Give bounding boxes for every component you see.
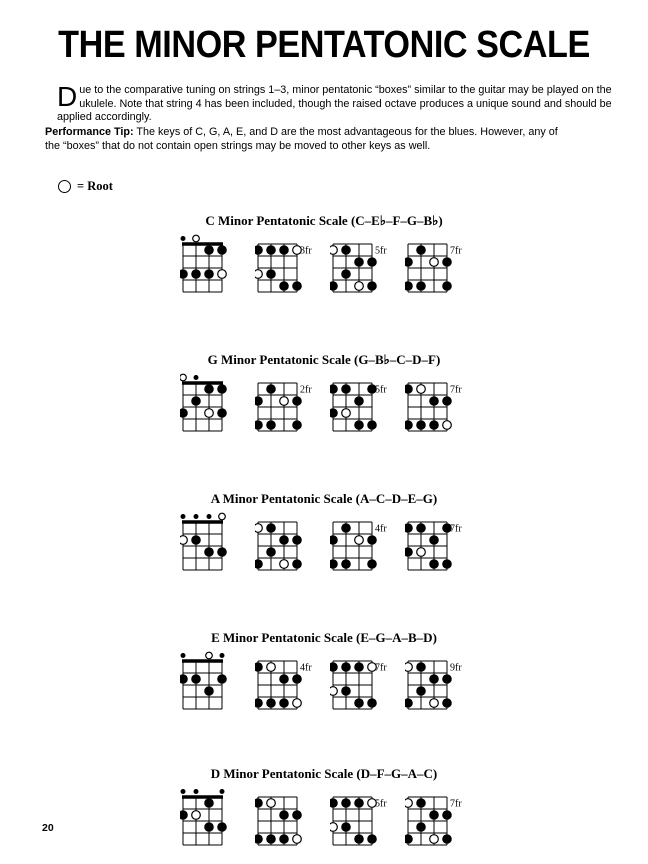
fretboard-diagram [405,372,468,434]
intro-text: ue to the comparative tuning on strings 1–3, minor pentatonic “boxes” similar to the guitar may be played on the ukulele. Note that string 4 has been included, though the raised octave produces a unique sound and should be applied accordingly. [57,84,612,123]
fret-position-label: 7fr [450,798,462,810]
fretboard-diagram [330,233,393,295]
fretboard-diagram [255,233,318,295]
fretboard-diagram [405,786,468,848]
fretboard-diagram [330,786,393,848]
fret-position-label: 5fr [375,384,387,396]
diagram-row [180,233,468,295]
scale-section-title: A Minor Pentatonic Scale (A–C–D–E–G) [210,491,438,506]
fret-position-label: 7fr [450,523,462,535]
scale-section [0,491,648,578]
fretboard-diagram [180,650,243,712]
performance-tip-text: The keys of C, G, A, E, and D are the most advantageous for the blues. However, any of the “boxes” that do not contain open strings may be moved to other keys as well. [45,126,558,152]
fretboard-diagram [180,786,243,848]
fretboard-diagram [330,511,393,573]
fretboard-diagram [255,511,318,573]
diagram-row [180,650,468,712]
diagram-row [180,511,468,573]
fret-position-label: 5fr [375,245,387,257]
scale-section-title: D Minor Pentatonic Scale (D–F–G–A–C) [210,766,438,781]
page-number: 20 [42,822,54,834]
fretboard-diagram [405,511,468,573]
diagram-row [180,372,468,434]
scale-section-title: E Minor Pentatonic Scale (E–G–A–B–D) [211,630,437,645]
dropcap-letter: D [57,81,78,112]
scale-section-title: G Minor Pentatonic Scale (G–B♭–C–D–F) [207,352,441,367]
fretboard-diagram [330,650,393,712]
fret-position-label: 4fr [300,662,312,674]
root-circle-icon [58,180,71,193]
fretboard-diagram [180,233,243,295]
performance-tip [45,126,568,153]
performance-tip-label: Performance Tip: [45,126,134,138]
fretboard-diagram [255,786,318,848]
fret-position-label: 4fr [375,523,387,535]
scale-section-title: C Minor Pentatonic Scale (C–E♭–F–G–B♭) [205,213,443,228]
page-title: THE MINOR PENTATONIC SCALE [58,24,590,66]
fret-position-label: 2fr [300,384,312,396]
root-legend-text: = Root [77,179,113,193]
fret-position-label: 7fr [450,245,462,257]
scale-section [0,352,648,439]
fretboard-diagram [405,650,468,712]
fretboard-diagram [405,233,468,295]
intro-paragraph [57,81,639,125]
fret-position-label: 7fr [450,384,462,396]
fretboard-diagram [180,372,243,434]
diagram-row [180,786,468,848]
fretboard-diagram [330,372,393,434]
fret-position-label: 3fr [300,245,312,257]
fretboard-diagram [255,372,318,434]
scale-section [0,766,648,853]
fretboard-diagram [180,511,243,573]
scale-section [0,630,648,717]
scale-section [0,213,648,300]
fret-position-label: 7fr [375,662,387,674]
root-legend [58,179,113,194]
fretboard-diagram [255,650,318,712]
fret-position-label: 5fr [375,798,387,810]
fret-position-label: 9fr [450,662,462,674]
